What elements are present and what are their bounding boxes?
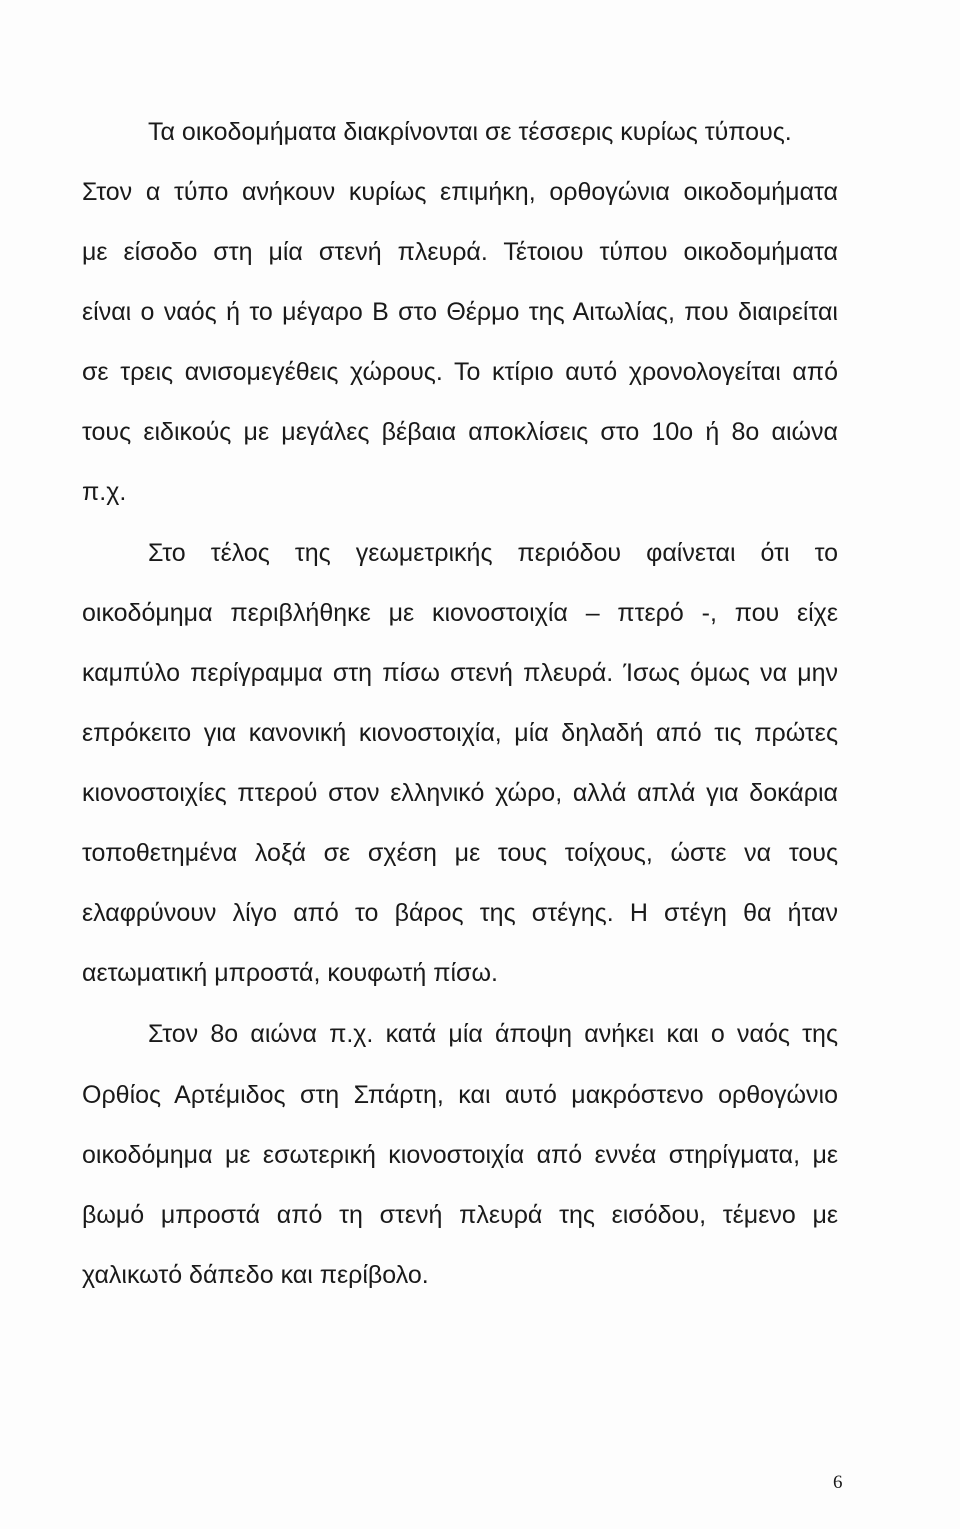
text-line: ελαφρύνουν λίγο από το βάρος της στέγης. Η στέγη θα ήταν <box>82 899 838 927</box>
text-line: π.χ. <box>82 478 127 506</box>
text-line: χαλικωτό δάπεδο και περίβολο. <box>82 1261 429 1289</box>
text-line: σε τρεις ανισομεγέθεις χώρους. Το κτίριο αυτό χρονολογείται από <box>82 358 838 386</box>
text-line: Στον α τύπο ανήκουν κυρίως επιμήκη, ορθογώνια οικοδομήματα <box>82 178 838 206</box>
text-line: Στον 8ο αιώνα π.χ. κατά μία άποψη ανήκει και ο ναός της <box>148 1020 838 1048</box>
text-line: Στο τέλος της γεωμετρικής περιόδου φαίνεται ότι το <box>148 539 838 567</box>
page-number: 6 <box>833 1472 843 1493</box>
text-line: με είσοδο στη μία στενή πλευρά. Τέτοιου τύπου οικοδομήματα <box>82 238 838 266</box>
text-line: επρόκειτο για κανονική κιονοστοιχία, μία δηλαδή από τις πρώτες <box>82 719 838 747</box>
text-line: Τα οικοδομήματα διακρίνονται σε τέσσερις κυρίως τύπους. <box>148 118 792 146</box>
text-line: οικοδόμημα περιβλήθηκε με κιονοστοιχία – πτερό -, που είχε <box>82 599 838 627</box>
text-line: τοποθετημένα λοξά σε σχέση με τους τοίχους, ώστε να τους <box>82 839 838 867</box>
text-line: Ορθίος Αρτέμιδος στη Σπάρτη, και αυτό μακρόστενο ορθογώνιο <box>82 1081 838 1109</box>
text-line: βωμό μπροστά από τη στενή πλευρά της εισόδου, τέμενο με <box>82 1201 838 1229</box>
text-line: είναι ο ναός ή το μέγαρο Β στο Θέρμο της Αιτωλίας, που διαιρείται <box>82 298 838 326</box>
text-line: καμπύλο περίγραμμα στη πίσω στενή πλευρά. Ίσως όμως να μην <box>82 659 838 687</box>
text-line: αετωματική μπροστά, κουφωτή πίσω. <box>82 959 498 987</box>
text-line: οικοδόμημα με εσωτερική κιονοστοιχία από εννέα στηρίγματα, με <box>82 1141 838 1169</box>
text-line: τους ειδικούς με μεγάλες βέβαια αποκλίσεις στο 10ο ή 8ο αιώνα <box>82 418 838 446</box>
text-line: κιονοστοιχίες πτερού στον ελληνικό χώρο, αλλά απλά για δοκάρια <box>82 779 838 807</box>
